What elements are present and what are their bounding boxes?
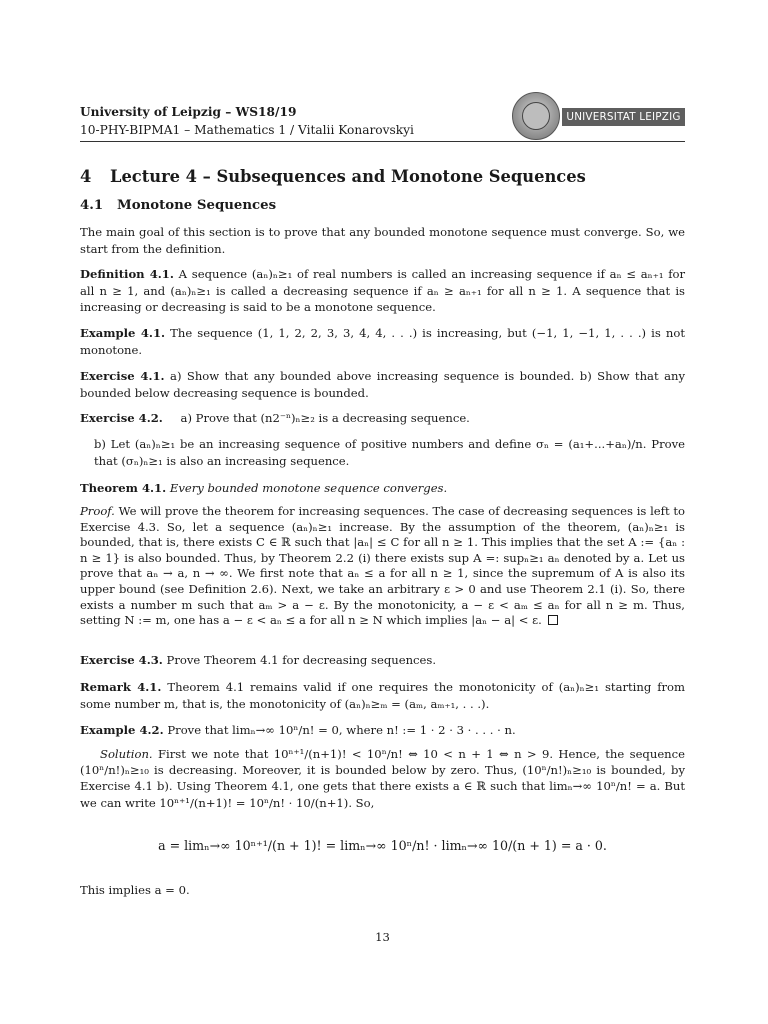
definition-text: A sequence (aₙ)ₙ≥₁ of real numbers is called an increasing sequence if aₙ ≤ aₙ₊₁ for all n ≥ 1, and (aₙ)ₙ≥₁ is called a decreasing sequence if aₙ ≥ aₙ₊₁ for all n ≥ 1. A sequence that is increasing or decreasing is said to be a monotone sequence.	[80, 267, 686, 314]
remark-label: Remark 4.1.	[80, 680, 162, 694]
theorem-label: Theorem 4.1.	[80, 481, 167, 495]
theorem-4-1	[80, 480, 685, 497]
subsection-title: Monotone Sequences	[117, 198, 277, 213]
page-number: 13	[375, 930, 390, 944]
solution-block	[80, 746, 685, 811]
proof-label: Proof.	[80, 504, 115, 518]
university-logo: UNIVERSITAT LEIPZIG	[562, 108, 685, 126]
page	[80, 0, 685, 1024]
section-number: 4	[80, 167, 92, 186]
university-seal-icon	[512, 92, 560, 140]
exercise-text: Prove Theorem 4.1 for decreasing sequences.	[166, 653, 437, 667]
conclusion: This implies a = 0.	[80, 883, 190, 897]
exercise-4-3	[80, 652, 685, 669]
display-equation: a = limₙ→∞ 10ⁿ⁺¹/(n + 1)! = limₙ→∞ 10ⁿ/n! · limₙ→∞ 10/(n + 1) = a · 0.	[158, 838, 607, 853]
example-label: Example 4.2.	[80, 723, 164, 737]
example-text: The sequence (1, 1, 2, 2, 3, 3, 4, 4, . . .) is increasing, but (−1, 1, −1, 1, . . .) is not monotone.	[80, 326, 685, 357]
header-course: 10-PHY-BIPMA1 – Mathematics 1 / Vitalii Konarovskyi	[80, 123, 414, 137]
proof-text: We will prove the theorem for increasing sequences. The case of decreasing sequences is left to Exercise 4.3. So, let a sequence (aₙ)ₙ≥₁ increase. By the assumption of the theorem, (aₙ)ₙ≥₁ is bounded, that is, there exists C ∈ ℝ such that |aₙ| ≤ C for all n ≥ 1. This implies that the set A := {aₙ : n ≥ 1} is also bounded. Thus, by Theorem 2.2 (i) there exists sup A =: supₙ≥₁ aₙ denoted by a. Let us prove that aₙ → a, n → ∞. We first note that aₙ ≤ a for all n ≥ 1, since the supremum of A is also its upper bound (see Definition 2.6). Next, we take an arbitrary ε > 0 and use Theorem 2.1 (i). So, there exists a number m such that aₘ > a − ε. By the monotonicity, a − ε < aₘ ≤ aₙ for all n ≥ m. Thus, setting N := m, one has a − ε < aₙ ≤ a for all n ≥ N which implies |aₙ − a| < ε.	[80, 504, 686, 628]
definition-label: Definition 4.1.	[80, 267, 174, 281]
header-divider	[80, 141, 685, 142]
example-4-1	[80, 325, 685, 358]
example-label: Example 4.1.	[80, 326, 166, 340]
example-text: Prove that limₙ→∞ 10ⁿ/n! = 0, where n! := 1 · 2 · 3 · . . . · n.	[167, 723, 516, 737]
exercise-part-a: a) Prove that (n2⁻ⁿ)ₙ≥₂ is a decreasing sequence.	[180, 411, 470, 425]
remark-4-1	[80, 679, 685, 712]
proof-block	[80, 504, 685, 629]
exercise-label: Exercise 4.2.	[80, 411, 163, 425]
exercise-4-1	[80, 368, 685, 401]
exercise-4-2	[80, 410, 685, 427]
header-university: University of Leipzig – WS18/19	[80, 105, 297, 119]
exercise-label: Exercise 4.1.	[80, 369, 165, 383]
exercise-label: Exercise 4.3.	[80, 653, 163, 667]
exercise-4-2-part-b: b) Let (aₙ)ₙ≥₁ be an increasing sequence of positive numbers and define σₙ = (a₁+...+aₙ)/n. Prove that (σₙ)ₙ≥₁ is also an increasing sequence.	[94, 437, 685, 468]
solution-text: First we note that 10ⁿ⁺¹/(n+1)! < 10ⁿ/n! ⇔ 10 < n + 1 ⇔ n > 9. Hence, the sequence (10ⁿ/n!)ₙ≥₁₀ is decreasing. Moreover, it is bounded below by zero. Thus, (10ⁿ/n!)ₙ≥₁₀ is bounded, by Exercise 4.1 b). Using Theorem 4.1, one gets that there exists a ∈ ℝ such that limₙ→∞ 10ⁿ/n! = a. But we can write 10ⁿ⁺¹/(n+1)! = 10ⁿ/n! · 10/(n+1). So,	[80, 747, 686, 810]
exercise-text: a) Show that any bounded above increasing sequence is bounded. b) Show that any bounded below decreasing sequence is bounded.	[80, 369, 685, 400]
remark-text: Theorem 4.1 remains valid if one requires the monotonicity of (aₙ)ₙ≥₁ starting from some number m, that is, the monotonicity of (aₙ)ₙ≥ₘ = (aₘ, aₘ₊₁, . . .).	[80, 680, 686, 711]
intro-paragraph: The main goal of this section is to prove that any bounded monotone sequence must converge. So, we start from the definition.	[80, 225, 685, 256]
solution-label: Solution.	[100, 747, 153, 761]
qed-square-icon	[548, 615, 558, 625]
theorem-text: Every bounded monotone sequence converges.	[169, 481, 448, 495]
definition-block	[80, 266, 685, 316]
subsection-number: 4.1	[80, 198, 104, 213]
section-heading	[80, 167, 586, 186]
section-title: Lecture 4 – Subsequences and Monotone Sequences	[110, 167, 586, 186]
example-4-2	[80, 722, 685, 739]
subsection-heading	[80, 198, 276, 213]
